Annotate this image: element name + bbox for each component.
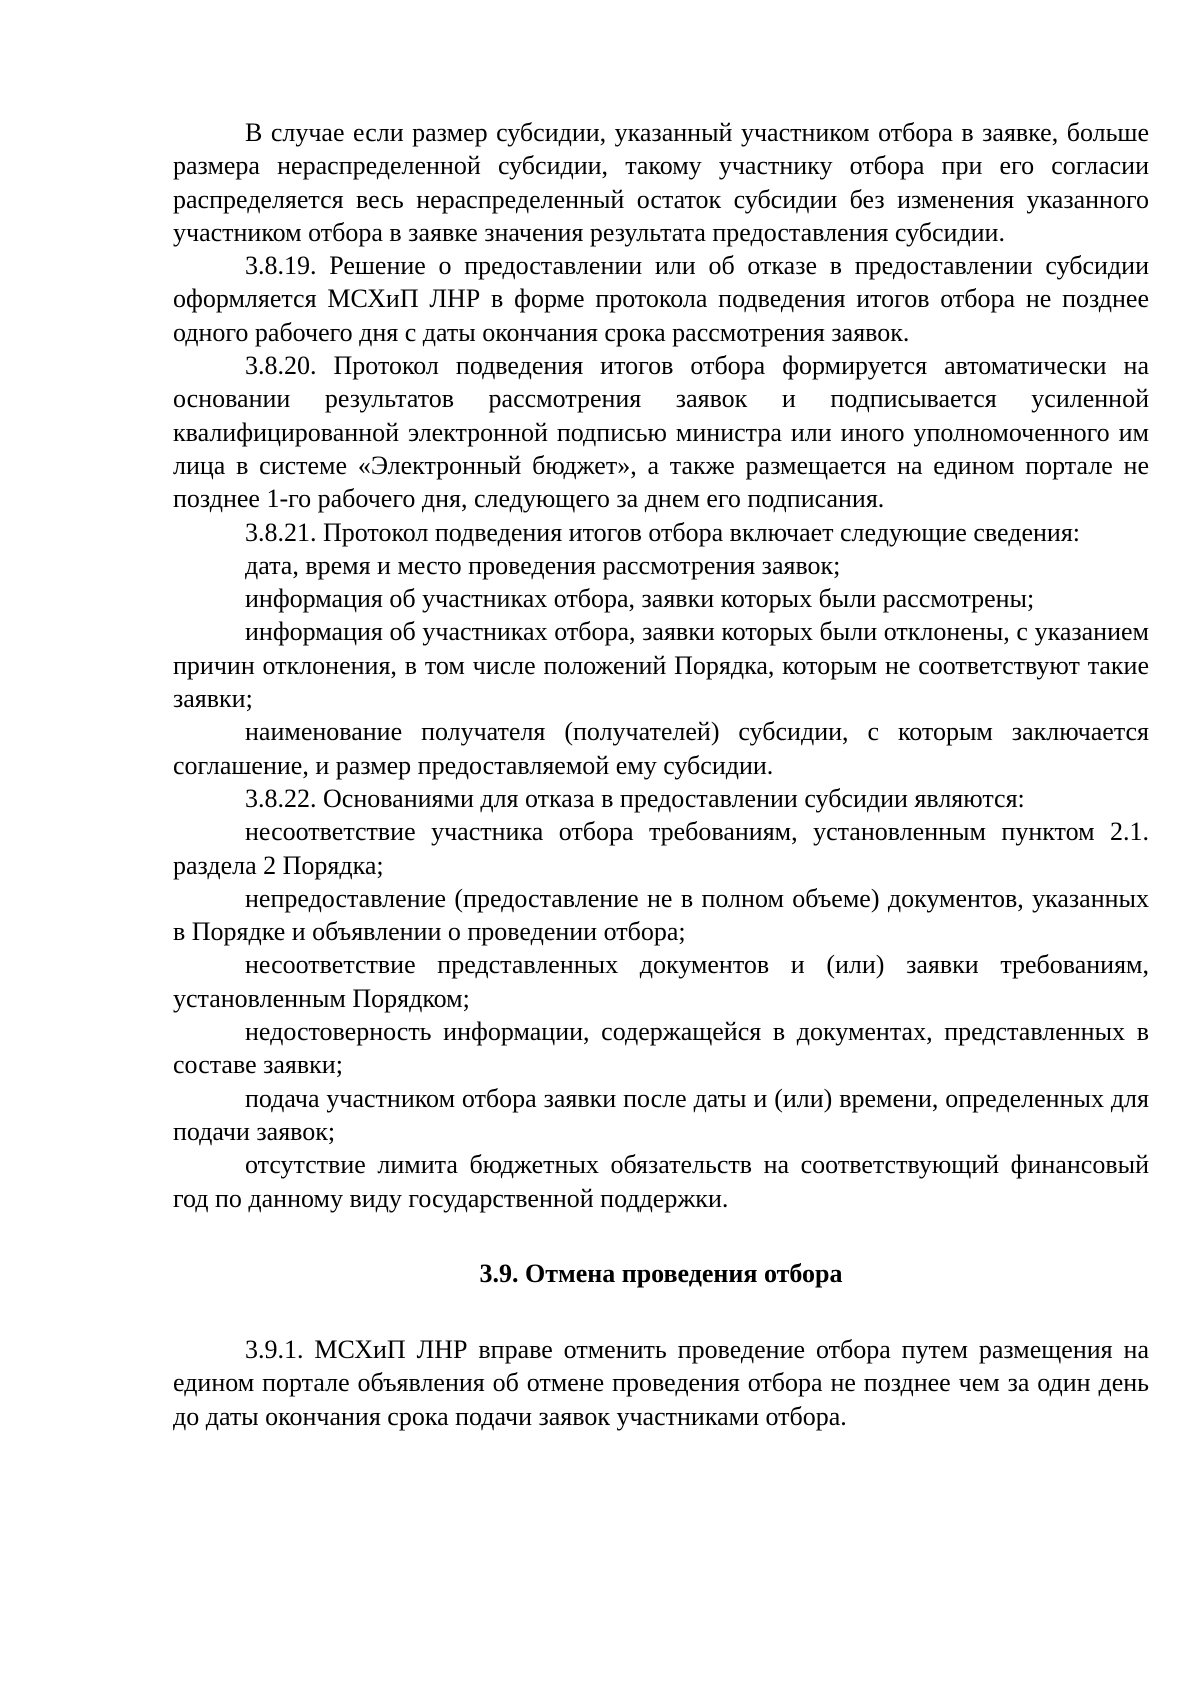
list-item-no-budget-limit: отсутствие лимита бюджетных обязательств на соответствующий финансовый год по данному виду государственной поддержки. — [173, 1150, 1149, 1213]
list-item-reviewed-participants: информация об участниках отбора, заявки которых были рассмотрены; — [245, 584, 1035, 614]
list-item-noncompliance-documents: несоответствие представленных документов и (или) заявки требованиям, установленным Порядком; — [173, 950, 1149, 1013]
paragraph-3-8-22: 3.8.22. Основаниями для отказа в предоставлении субсидии являются: — [245, 783, 1025, 813]
paragraph-3-8-19: 3.8.19. Решение о предоставлении или об отказе в предоставлении субсидии оформляется МСХиП ЛНР в форме протокола подведения итогов отбора не позднее одного рабочего дня с даты окончания срока рассмотрения заявок. — [173, 251, 1149, 347]
list-item-rejected-participants: информация об участниках отбора, заявки которых были отклонены, с указанием причин отклонения, в том числе положений Порядка, которым не соответствуют такие заявки; — [173, 617, 1149, 714]
section-heading-3-9: 3.9. Отмена проведения отбора — [479, 1258, 843, 1288]
document-page — [173, 116, 1149, 1433]
paragraph-distribution-remainder: В случае если размер субсидии, указанный участником отбора в заявке, больше размера нераспределенной субсидии, такому участнику отбора при его согласии распределяется весь нераспределенный остаток субсидии без изменения указанного участником отбора в заявке значения результата предоставления субсидии. — [173, 118, 1149, 247]
list-item-review-date: дата, время и место проведения рассмотрения заявок; — [245, 550, 841, 580]
paragraph-3-8-20: 3.8.20. Протокол подведения итогов отбора формируется автоматически на основании результатов рассмотрения заявок и подписывается усиленной квалифицированной электронной подписью министра или иного уполномоченного им лица в системе «Электронный бюджет», а также размещается на едином портале не позднее 1-го рабочего дня, следующего за днем его подписания. — [173, 351, 1149, 514]
list-item-inaccurate-information: недостоверность информации, содержащейся в документах, представленных в составе заявки; — [173, 1017, 1149, 1080]
paragraph-3-8-21: 3.8.21. Протокол подведения итогов отбора включает следующие сведения: — [245, 517, 1080, 547]
paragraph-3-9-1: 3.9.1. МСХиП ЛНР вправе отменить проведение отбора путем размещения на едином портале объявления об отмене проведения отбора не позднее чем за один день до даты окончания срока подачи заявок участниками отбора. — [173, 1335, 1149, 1431]
list-item-missing-documents: непредоставление (предоставление не в полном объеме) документов, указанных в Порядке и объявлении о проведении отбора; — [173, 883, 1149, 947]
list-item-recipient-name: наименование получателя (получателей) субсидии, с которым заключается соглашение, и размер предоставляемой ему субсидии. — [173, 717, 1149, 780]
list-item-noncompliance-participant: несоответствие участника отбора требованиям, установленным пунктом 2.1. раздела 2 Порядка; — [173, 817, 1149, 880]
list-item-late-submission: подача участником отбора заявки после даты и (или) времени, определенных для подачи заявок; — [173, 1083, 1149, 1146]
